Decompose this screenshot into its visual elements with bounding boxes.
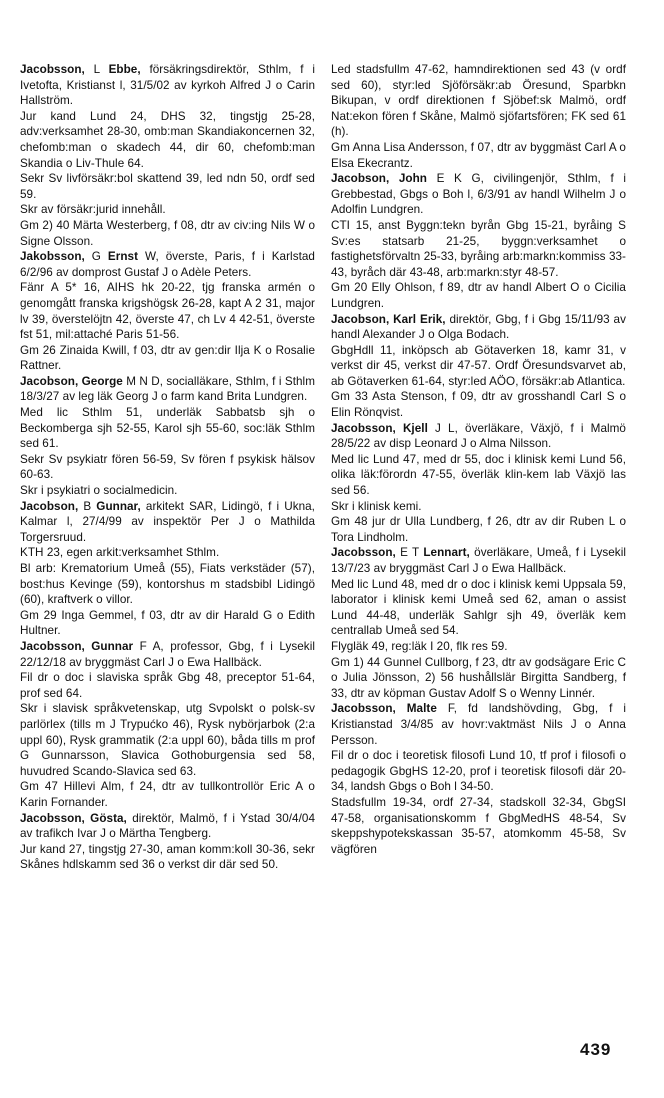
- entry-paragraph: [331, 577, 626, 639]
- entry-paragraph: [20, 842, 315, 873]
- entry-name: Jakobsson,: [20, 250, 85, 264]
- entry-text: Bl arb: Krematorium Umeå (55), Fiats verkstäder (57), bost:hus Kevinge (59), kontorshus m stadsbibl Lidingö (60), kraftverk o villor.: [20, 562, 315, 607]
- entry-text: Stadsfullm 19-34, ordf 27-34, stadskoll 32-34, GbgSI 47-58, organisationskomm f GbgMedHS 48-54, Sv skeppshypotekskassan 35-57, atomkomm 45-58, Sv vägfören: [331, 795, 626, 856]
- entry-paragraph: [331, 280, 626, 311]
- entry-name: Jacobsson, Malte: [331, 702, 437, 716]
- entry-text: Flygläk 49, reg:läk I 20, flk res 59.: [331, 639, 508, 653]
- entry-text: F, fd landshövding, Gbg, f i Kristianstad 3/4/85 av hovr:vaktmäst Nils J o Anna Persson.: [331, 702, 626, 747]
- entry-paragraph: [331, 639, 626, 655]
- entry-paragraph: [20, 499, 315, 546]
- entry-paragraph: [331, 514, 626, 545]
- entry-text: E T: [395, 546, 424, 560]
- entry-name: Jacobson, John: [331, 172, 427, 186]
- entry-name: Jacobsson,: [20, 63, 85, 76]
- entry-paragraph: [331, 499, 626, 515]
- entry-paragraph: [331, 312, 626, 343]
- entry-paragraph: [20, 670, 315, 701]
- entry-text: W, överste, Paris, f i Karlstad 6/2/96 av domprost Gustaf J o Adèle Peters.: [20, 250, 315, 279]
- entry-paragraph: [20, 109, 315, 171]
- entry-paragraph: [20, 639, 315, 670]
- entry-text: J L, överläkare, Växjö, f i Malmö 28/5/22 av disp Leonard J o Alma Nilsson.: [331, 421, 626, 451]
- entry-name: Jacobsson, Gunnar: [20, 639, 134, 653]
- entry-text: direktör, Malmö, f i Ystad 30/4/04 av trafikch Ivar J o Märtha Tengberg.: [20, 811, 315, 841]
- entry-paragraph: [331, 140, 626, 171]
- entry-text: L: [84, 63, 109, 76]
- entry-paragraph: [331, 62, 626, 140]
- entry-paragraph: [20, 280, 315, 342]
- entry-text: Gm 20 Elly Ohlson, f 89, dtr av handl Albert O o Cicilia Lundgren.: [331, 281, 626, 310]
- entry-paragraph: [20, 62, 315, 109]
- entry-text: Gm 26 Zinaida Kwill, f 03, dtr av gen:dir Ilja K o Rosalie Rattner.: [20, 343, 315, 373]
- entry-text: CTI 15, anst Byggn:tekn byrån Gbg 15-21, byråing S Sv:es statsarb 21-25, byggn:verksamhet o fastighetsförvaltn 25-33, byråing arb:markn:kommiss 33-43, byråch där 43-48, arb:markn:styr 48-57.: [331, 218, 626, 279]
- entry-text: Skr i klinisk kemi.: [331, 499, 422, 513]
- entry-text: Med lic Lund 47, med dr 55, doc i klinisk kemi Lund 56, olika läk:förordn 47-55, överläk klin-kem lab Växjö las sed 56.: [331, 452, 626, 498]
- entry-text: Gm 47 Hillevi Alm, f 24, dtr av tullkontrollör Eric A o Karin Fornander.: [20, 780, 315, 809]
- entry-text: Gm 2) 40 Märta Westerberg, f 08, dtr av civ:ing Nils W o Signe Olsson.: [20, 218, 315, 248]
- entry-paragraph: [20, 701, 315, 779]
- entry-paragraph: [20, 545, 315, 561]
- entry-paragraph: [20, 811, 315, 842]
- entry-text: F A, professor, Gbg, f i Lysekil 22/12/18 av bryggmäst Carl J o Ewa Hallbäck.: [20, 639, 315, 669]
- entry-text: försäkringsdirektör, Sthlm, f i Ivetofta, Kristianst l, 31/5/02 av kyrkoh Alfred J o Carin Hallström.: [20, 63, 315, 108]
- entry-text: Fil dr o doc i slaviska språk Gbg 48, preceptor 51-64, prof sed 64.: [20, 671, 315, 700]
- entry-paragraph: [20, 608, 315, 639]
- entry-paragraph: [20, 561, 315, 608]
- entry-text: arkitekt SAR, Lidingö, f i Ukna, Kalmar l, 27/4/99 av inspektör Per J o Mathilda Torgersruud.: [20, 499, 315, 544]
- entry-paragraph: [331, 171, 626, 218]
- entry-paragraph: [331, 218, 626, 280]
- entry-paragraph: [331, 389, 626, 420]
- entry-text: Skr i psykiatri o socialmedicin.: [20, 484, 178, 498]
- right-column: [331, 62, 626, 857]
- entry-text: KTH 23, egen arkit:verksamhet Sthlm.: [20, 546, 220, 560]
- entry-text: Sekr Sv psykiatr fören 56-59, Sv fören f psykisk hälsov 60-63.: [20, 452, 315, 482]
- entry-text: Skr i slavisk språkvetenskap, utg Svpolskt o polsk-sv parlörlex (tills m J Trypućko 46), Rysk nybörjarbok (2:a uppl 60), Rysk grammatik (2:a uppl 60), båda tills m prof G Gunnarsson, Slavica Gothoburgensia sed 58, huvudred Scando-Slavica sed 63.: [20, 702, 315, 778]
- entry-paragraph: [20, 374, 315, 405]
- entry-name: Jacobsson,: [331, 546, 396, 560]
- entry-paragraph: [20, 405, 315, 452]
- entry-text: Led stadsfullm 47-62, hamndirektionen sed 43 (v ordf sed 60), styr:led Sjöförsäkr:ab Öresund, Sparbkn Bikupan, v ordf direktionen f Sjöbef:sk Malmö, ordf Nat:ekon fören f Skåne, Malmö sjöfartsfören; FK sed 61 (h).: [331, 63, 626, 139]
- left-column: [20, 62, 315, 873]
- entry-paragraph: [20, 483, 315, 499]
- entry-text: direktör, Gbg, f i Gbg 15/11/93 av handl Alexander J o Olga Bodach.: [331, 312, 627, 342]
- entry-name: Jacobson, George: [20, 374, 123, 388]
- entry-name: Lennart,: [423, 546, 470, 560]
- entry-paragraph: [20, 452, 315, 483]
- entry-name: Gunnar,: [96, 499, 141, 513]
- entry-text: överläkare, Umeå, f i Lysekil 13/7/23 av bryggmäst Carl J o Ewa Hallbäck.: [331, 546, 626, 575]
- entry-text: Jur kand 27, tingstjg 27-30, aman komm:koll 30-36, sekr Skånes hdlskamm sed 36 o verkst dir där sed 50.: [20, 842, 315, 872]
- entry-paragraph: [331, 343, 626, 390]
- entry-paragraph: [20, 218, 315, 249]
- entry-text: Gm Anna Lisa Andersson, f 07, dtr av byggmäst Carl A o Elsa Ekecrantz.: [331, 140, 626, 170]
- entry-paragraph: [331, 452, 626, 499]
- entry-text: B: [78, 499, 97, 513]
- entry-paragraph: [20, 202, 315, 218]
- page-number: 439: [580, 1040, 612, 1059]
- entry-paragraph: [331, 545, 626, 576]
- entry-name: Ernst: [107, 250, 139, 264]
- entry-text: GbgHdll 11, inköpsch ab Götaverken 18, kamr 31, v verkst dir 45, verkst dir 47-57. Ordf Öresundsvarvet ab, ab Götaverken 61-64, styr:led AÖO, försäkr:ab Atlantica.: [331, 343, 626, 388]
- entry-paragraph: [20, 343, 315, 374]
- entry-paragraph: [331, 748, 626, 795]
- entry-name: Jacobson,: [20, 499, 79, 513]
- entry-paragraph: [20, 249, 315, 280]
- entry-text: Fänr A 5* 16, AIHS hk 20-22, tjg franska armén o genomgått franska krigshögsk 26-28, kapt A 2 31, major lv 39, överstelöjtn 42, överste 47, ch Lv 4 42-51, överste fst 51, mil:attaché Paris 51-56.: [20, 281, 315, 342]
- entry-name: Jacobsson, Kjell: [331, 421, 428, 435]
- entry-paragraph: [331, 795, 626, 857]
- entry-paragraph: [20, 779, 315, 810]
- entry-text: M N D, socialläkare, Sthlm, f i Sthlm 18/3/27 av leg läk Georg J o farm kand Brita Lundgren.: [20, 374, 315, 404]
- entry-text: Med lic Lund 48, med dr o doc i klinisk kemi Uppsala 59, laborator i klinisk kemi Umeå sed 62, aman o assist Lund 44-48, underläk Sahlgr sjh 49, överläk kem centrallab Umeå sed 54.: [331, 577, 626, 638]
- entry-paragraph: [331, 655, 626, 702]
- entry-paragraph: [331, 701, 626, 748]
- entry-paragraph: [20, 171, 315, 202]
- entry-text: Gm 29 Inga Gemmel, f 03, dtr av dir Harald G o Edith Hultner.: [20, 608, 315, 638]
- entry-text: Gm 33 Asta Stenson, f 09, dtr av grosshandl Carl S o Elin Rönqvist.: [331, 390, 626, 420]
- entry-text: E K G, civilingenjör, Sthlm, f i Grebbestad, Gbgs o Boh l, 6/3/91 av handl Wilhelm J o Adolfin Lundgren.: [331, 172, 626, 217]
- entry-text: Jur kand Lund 24, DHS 32, tingstjg 25-28, adv:verksamhet 28-30, omb:man Skandiakoncernen 32, chefomb:man o skadech 44, dir 60, chefomb:man Skandia o Liv-Thule 64.: [20, 109, 315, 170]
- entry-text: Skr av försäkr:jurid innehåll.: [20, 203, 166, 217]
- entry-text: G: [84, 250, 108, 264]
- entry-name: Jacobson, Karl Erik,: [331, 312, 446, 326]
- entry-text: Gm 1) 44 Gunnel Cullborg, f 23, dtr av godsägare Eric C o Julia Jönsson, 2) 56 hushållslär Birgitta Sandberg, f 33, dtr av köpman Gustav Adolf S o Wenny Linnér.: [331, 655, 626, 700]
- entry-text: Sekr Sv livförsäkr:bol skattend 39, led ndn 50, ordf sed 59.: [20, 172, 315, 201]
- entry-paragraph: [331, 421, 626, 452]
- entry-name: Jacobsson, Gösta,: [20, 811, 127, 825]
- entry-text: Med lic Sthlm 51, underläk Sabbatsb sjh o Beckomberga sjh 52-55, Karol sjh 55-60, soc:läk Sthlm sed 61.: [20, 406, 315, 451]
- entry-text: Gm 48 jur dr Ulla Lundberg, f 26, dtr av dir Ruben L o Tora Lindholm.: [331, 515, 626, 544]
- entry-name: Ebbe,: [108, 63, 141, 76]
- entry-text: Fil dr o doc i teoretisk filosofi Lund 10, tf prof i filosofi o pedagogik GbgHS 12-20, prof i teoretisk filosofi där 20-34, landsh Gbgs o Boh l 34-50.: [331, 749, 626, 794]
